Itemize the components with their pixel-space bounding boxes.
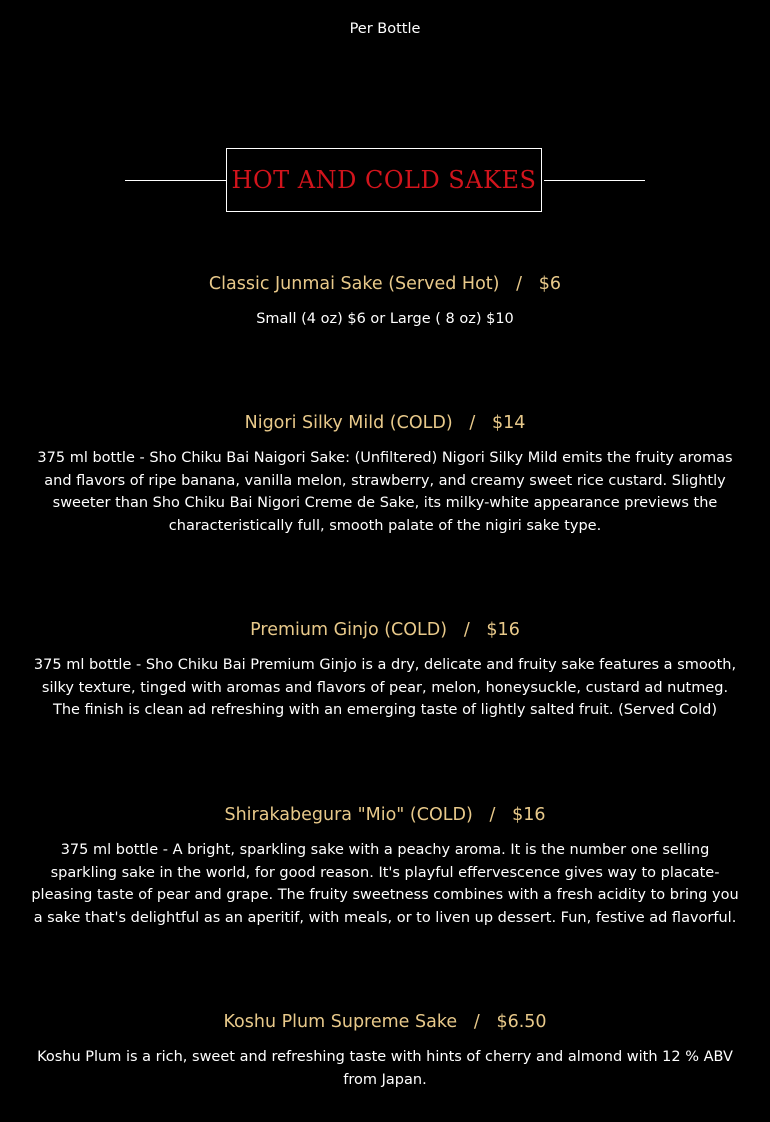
menu-item-description: Small (4 oz) $6 or Large ( 8 oz) $10 — [256, 311, 514, 327]
header-box — [226, 148, 542, 212]
header-rule-left — [125, 180, 226, 181]
menu-item-price: $6 — [538, 274, 562, 294]
menu-item-classic-junmai — [30, 272, 740, 331]
section-header — [125, 148, 645, 214]
menu-item-title — [30, 272, 740, 296]
header-rule-right — [544, 180, 645, 181]
section-title: HOT AND COLD SAKES — [231, 166, 537, 194]
menu-item-title — [30, 411, 740, 435]
menu-item-premium-ginjo — [30, 618, 740, 722]
menu-item-price: $6.50 — [496, 1012, 547, 1032]
menu-item-description: 375 ml bottle - Sho Chiku Bai Naigori Sake: (Unfiltered) Nigori Silky Mild emits the fruity aromas and flavors of ripe banana, vanilla melon, strawberry, and creamy sweet rice custard. Slightly sweeter than Sho Chiku Bai Nigori Creme de Sake, its milky-white appearance previews the characteristically full, smooth palate of the nigiri sake type. — [37, 450, 733, 534]
menu-item-koshu-plum — [30, 1010, 740, 1091]
menu-item-price: $16 — [486, 620, 520, 640]
menu-item-separator: / — [473, 1012, 480, 1032]
menu-item-name: Classic Junmai Sake (Served Hot) — [208, 274, 500, 294]
menu-item-name: Premium Ginjo (COLD) — [250, 620, 448, 640]
menu-item-price: $14 — [491, 413, 526, 433]
menu-item-title — [30, 1010, 740, 1034]
menu-item-separator: / — [489, 805, 496, 825]
menu-item-title — [30, 803, 740, 827]
menu-item-description: 375 ml bottle - Sho Chiku Bai Premium Ginjo is a dry, delicate and fruity sake features a smooth, silky texture, tinged with aromas and flavors of pear, melon, honeysuckle, custard ad nutmeg. The finish is clean ad refreshing with an emerging taste of lightly salted fruit. (Served Cold) — [33, 657, 737, 718]
menu-item-name: Nigori Silky Mild (COLD) — [244, 413, 453, 433]
per-bottle-label: Per Bottle — [349, 21, 421, 37]
menu-item-separator: / — [516, 274, 523, 294]
menu-item-description: Koshu Plum is a rich, sweet and refreshing taste with hints of cherry and almond with 12 % ABV from Japan. — [37, 1049, 733, 1088]
menu-item-nigori — [30, 411, 740, 537]
menu-item-name: Koshu Plum Supreme Sake — [223, 1012, 458, 1032]
menu-item-separator: / — [463, 620, 470, 640]
menu-item-price: $16 — [512, 805, 546, 825]
menu-item-shirakabegura-mio — [30, 803, 740, 929]
menu-item-title — [30, 618, 740, 642]
menu-item-name: Shirakabegura "Mio" (COLD) — [224, 805, 473, 825]
menu-item-separator: / — [469, 413, 476, 433]
menu-item-description: 375 ml bottle - A bright, sparkling sake with a peachy aroma. It is the number one selling sparkling sake in the world, for good reason. It's playful effervescence gives way to placate-pleasing taste of pear and grape. The fruity sweetness combines with a fresh acidity to bring you a sake that's delightful as an aperitif, with meals, or to liven up dessert. Fun, festive ad flavorful. — [31, 842, 739, 926]
